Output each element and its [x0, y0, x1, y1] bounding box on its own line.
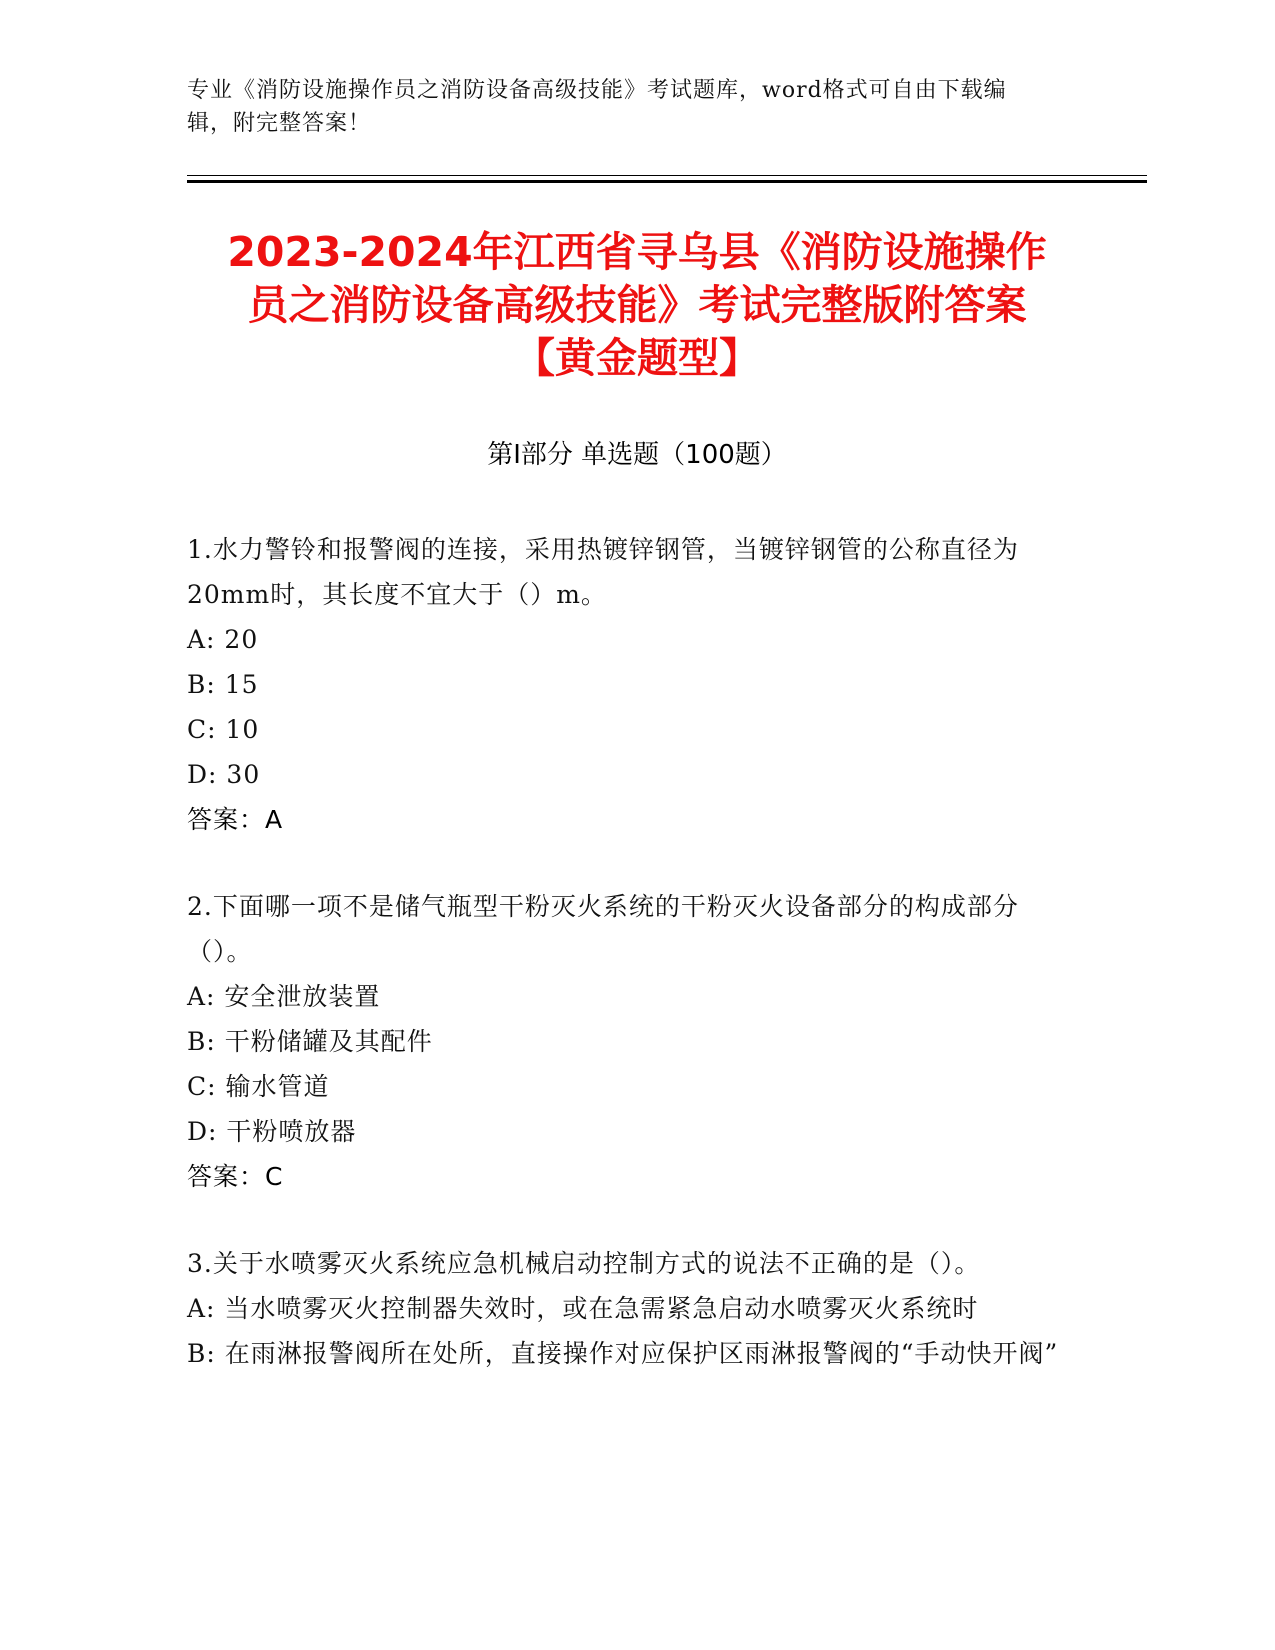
answer: 答案：A: [187, 805, 284, 834]
question-text: 3.关于水喷雾灭火系统应急机械启动控制方式的说法不正确的是（）。: [187, 1249, 981, 1278]
title-line-1: 2023-2024年江西省寻乌县《消防设施操作: [227, 228, 1047, 276]
title-line-2: 员之消防设备高级技能》考试完整版附答案: [247, 281, 1027, 329]
option-a: A: 20: [187, 625, 259, 654]
section-heading: 第Ⅰ部分 单选题（100题）: [487, 440, 787, 470]
option-b: B: 在雨淋报警阀所在处所，直接操作对应保护区雨淋报警阀的“手动快开阀”: [187, 1339, 1059, 1368]
question-item: [187, 527, 1067, 842]
header-line-2: 辑，附完整答案！: [187, 111, 372, 136]
question-text: 1.水力警铃和报警阀的连接，采用热镀锌钢管，当镀锌钢管的公称直径为20mm时，其长度不宜大于（）m。: [187, 535, 1019, 609]
option-a: A: 当水喷雾灭火控制器失效时，或在急需紧急启动水喷雾灭火系统时: [187, 1294, 979, 1323]
option-c: C: 输水管道: [187, 1072, 330, 1101]
header-rule-thick: [187, 180, 1147, 183]
answer: 答案：C: [187, 1162, 284, 1191]
question-text: 2.下面哪一项不是储气瓶型干粉灭火系统的干粉灭火设备部分的构成部分（）。: [187, 892, 1019, 966]
option-a: A: 安全泄放装置: [187, 982, 381, 1011]
option-b: B: 15: [187, 670, 259, 699]
question-item: [187, 1241, 1067, 1376]
option-c: C: 10: [187, 715, 260, 744]
option-d: D: 干粉喷放器: [187, 1117, 357, 1146]
title-line-3: 【黄金题型】: [514, 334, 760, 382]
question-item: [187, 884, 1067, 1199]
option-d: D: 30: [187, 760, 261, 789]
option-b: B: 干粉储罐及其配件: [187, 1027, 433, 1056]
document-header: [187, 74, 1067, 140]
question-list: [187, 527, 1067, 1418]
header-rule-thin: [187, 175, 1147, 176]
header-line-1: 专业《消防设施操作员之消防设备高级技能》考试题库，word格式可自由下载编: [187, 78, 1007, 103]
document-title: [187, 226, 1087, 385]
